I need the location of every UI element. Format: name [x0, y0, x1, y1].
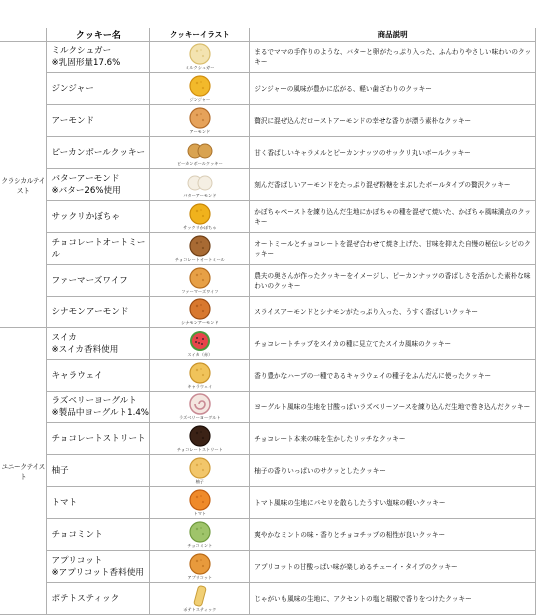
cookie-image — [186, 171, 214, 193]
cookie-name: トマト — [47, 487, 150, 519]
cookie-description: チョコレート本来の味を生かしたリッチなクッキー — [250, 423, 536, 455]
cookie-illustration — [150, 201, 250, 233]
cookie-illustration — [150, 73, 250, 105]
cookie-caption: バターアーモンド — [183, 192, 217, 198]
cookie-name: サックリかぼちゃ — [47, 201, 150, 233]
cookie-description: スライスアーモンドとシナモンがたっぷり入った、うすく香ばしいクッキー — [250, 297, 536, 328]
cookie-name: アプリコット ※アプリコット香料使用 — [47, 551, 150, 583]
cookie-image — [186, 553, 214, 575]
cookie-illustration — [150, 455, 250, 487]
cookie-illustration — [150, 519, 250, 551]
cookie-description: ヨーグルト風味の生地を甘酸っぱいラズベリーソースを練り込んだ生地で巻き込んだクッキー — [250, 392, 536, 423]
cookie-caption: スイカ（赤） — [187, 351, 213, 357]
cookie-image — [186, 425, 214, 447]
cookie-illustration — [150, 583, 250, 615]
cookie-name: ラズベリーヨーグルト ※製品中ヨーグルト1.4% — [47, 392, 150, 423]
table-row — [0, 455, 536, 487]
category-classical: クラシカルテイスト — [0, 42, 47, 328]
table-row — [0, 73, 536, 105]
table-header-row — [0, 28, 536, 42]
cookie-name: ピーカンボールクッキー — [47, 137, 150, 169]
cookie-image — [186, 585, 214, 607]
cookie-caption: チョコミント — [187, 542, 213, 548]
table-row — [0, 487, 536, 519]
cookie-description: 贅沢に混ぜ込んだローストアーモンドの幸せな香りが漂う素朴なクッキー — [250, 105, 536, 137]
cookie-description: オートミールとチョコレートを混ぜ合わせて焼き上げた、甘味を抑えた自慢の秘伝レシピのクッキー — [250, 233, 536, 265]
cookie-caption: アーモンド — [189, 128, 211, 134]
cookie-description: 柚子の香りいっぱいのサクッとしたクッキー — [250, 455, 536, 487]
table-row — [0, 519, 536, 551]
table-row — [0, 137, 536, 169]
table-row — [0, 42, 536, 73]
table-body — [0, 42, 536, 615]
cookie-illustration — [150, 487, 250, 519]
cookie-caption: ミルクシュガー — [185, 65, 215, 70]
cookie-caption: ファーマーズワイフ — [181, 288, 219, 294]
cookie-name: バターアーモンド ※バター26%使用 — [47, 169, 150, 201]
cookie-caption: シナモンアーモンド — [181, 320, 219, 325]
cookie-name: スイカ ※スイカ香料使用 — [47, 328, 150, 360]
cookie-description: トマト風味の生地にパセリを散らしたうすい塩味の軽いクッキー — [250, 487, 536, 519]
cookie-caption: トマト — [193, 510, 207, 516]
table-row — [0, 423, 536, 455]
cookie-illustration — [150, 392, 250, 423]
cookie-name: ジンジャー — [47, 73, 150, 105]
cookie-caption: サックリかぼちゃ — [183, 224, 217, 230]
cookie-illustration — [150, 423, 250, 455]
cookie-image — [186, 139, 214, 161]
cookie-caption: ピーカンボールクッキー — [176, 160, 223, 166]
cookie-name: アーモンド — [47, 105, 150, 137]
cookie-name: キャラウェイ — [47, 360, 150, 392]
table-row — [0, 328, 536, 360]
cookie-caption: ポテトスティック — [183, 606, 217, 612]
cookie-name: チョコレートオートミール — [47, 233, 150, 265]
table-row — [0, 297, 536, 328]
table-row — [0, 233, 536, 265]
cookie-caption: チョコレートオートミール — [174, 256, 225, 262]
table-row — [0, 360, 536, 392]
cookie-description: じゃがいも風味の生地に、アクセントの塩と胡椒で香りをつけたクッキー — [250, 583, 536, 615]
table-row — [0, 583, 536, 615]
cookie-name: ポテトスティック — [47, 583, 150, 615]
cookie-name: 柚子 — [47, 455, 150, 487]
cookie-caption: 柚子 — [195, 478, 204, 484]
category-header — [0, 28, 47, 42]
cookie-image — [186, 362, 214, 384]
cookie-description: 爽やかなミントの味・香りとチョコチップの相性が良いクッキー — [250, 519, 536, 551]
cookie-caption: ラズベリーヨーグルト — [179, 415, 221, 420]
cookie-caption: アプリコット — [187, 574, 213, 580]
cookie-illustration — [150, 137, 250, 169]
cookie-image — [186, 43, 214, 65]
cookie-image — [186, 203, 214, 225]
cookie-name: チョコレートストリート — [47, 423, 150, 455]
cookie-image — [186, 298, 214, 320]
cookie-image — [186, 489, 214, 511]
cookie-description: 甘く香ばしいキャラメルとピーカンナッツのサックリ丸いボールクッキー — [250, 137, 536, 169]
cookie-image — [186, 521, 214, 543]
cookie-image — [186, 235, 214, 257]
name-header: クッキー名 — [47, 28, 150, 42]
illustration-header: クッキーイラスト — [150, 28, 250, 42]
cookie-illustration — [150, 233, 250, 265]
cookie-illustration — [150, 105, 250, 137]
cookie-name: ミルクシュガー ※乳固形量17.6% — [47, 42, 150, 73]
description-header: 商品説明 — [250, 28, 536, 42]
cookie-illustration — [150, 328, 250, 360]
cookie-description: かぼちゃペーストを練り込んだ生地にかぼちゃの種を混ぜて焼いた、かぼちゃ風味満点のクッキー — [250, 201, 536, 233]
cookie-illustration — [150, 297, 250, 328]
cookie-illustration — [150, 360, 250, 392]
cookie-description: 刻んだ香ばしいアーモンドをたっぷり混ぜ粉糖をまぶしたボールタイプの贅沢クッキー — [250, 169, 536, 201]
cookie-description: アプリコットの甘酸っぱい味が楽しめるチューイ・タイプのクッキー — [250, 551, 536, 583]
cookie-image — [186, 457, 214, 479]
cookie-description: ジンジャーの風味が豊かに広がる、軽い歯ざわりのクッキー — [250, 73, 536, 105]
cookie-description: チョコレートチップをスイカの種に見立てたスイカ風味のクッキー — [250, 328, 536, 360]
cookie-caption: チョコレートストリート — [176, 446, 223, 452]
table-row — [0, 201, 536, 233]
cookie-name: シナモンアーモンド — [47, 297, 150, 328]
cookie-image — [186, 107, 214, 129]
table-row — [0, 169, 536, 201]
cookie-description: 香り豊かなハーブの一種であるキャラウェイの種子をふんだんに使ったクッキー — [250, 360, 536, 392]
cookie-name: ファーマーズワイフ — [47, 265, 150, 297]
cookie-image — [186, 75, 214, 97]
cookie-illustration — [150, 265, 250, 297]
cookie-illustration — [150, 42, 250, 73]
cookie-description: まるでママの手作りのような、バターと卵がたっぷり入った、ふんわりやさしい味わいのクッキー — [250, 42, 536, 73]
cookie-description: 農夫の奥さんが作ったクッキーをイメージし、ピーカンナッツの香ばしさを活かした素朴な味わいのクッキー — [250, 265, 536, 297]
table-row — [0, 105, 536, 137]
cookie-name: チョコミント — [47, 519, 150, 551]
cookie-table — [0, 28, 536, 615]
table-row — [0, 392, 536, 423]
table-row — [0, 551, 536, 583]
cookie-image — [186, 393, 214, 415]
cookie-image — [186, 267, 214, 289]
cookie-illustration — [150, 551, 250, 583]
table-row — [0, 265, 536, 297]
cookie-caption: キャラウェイ — [187, 383, 213, 389]
category-unique: ユニークテイスト — [0, 328, 47, 615]
cookie-image — [186, 330, 214, 352]
cookie-illustration — [150, 169, 250, 201]
cookie-caption: ジンジャー — [189, 96, 211, 102]
